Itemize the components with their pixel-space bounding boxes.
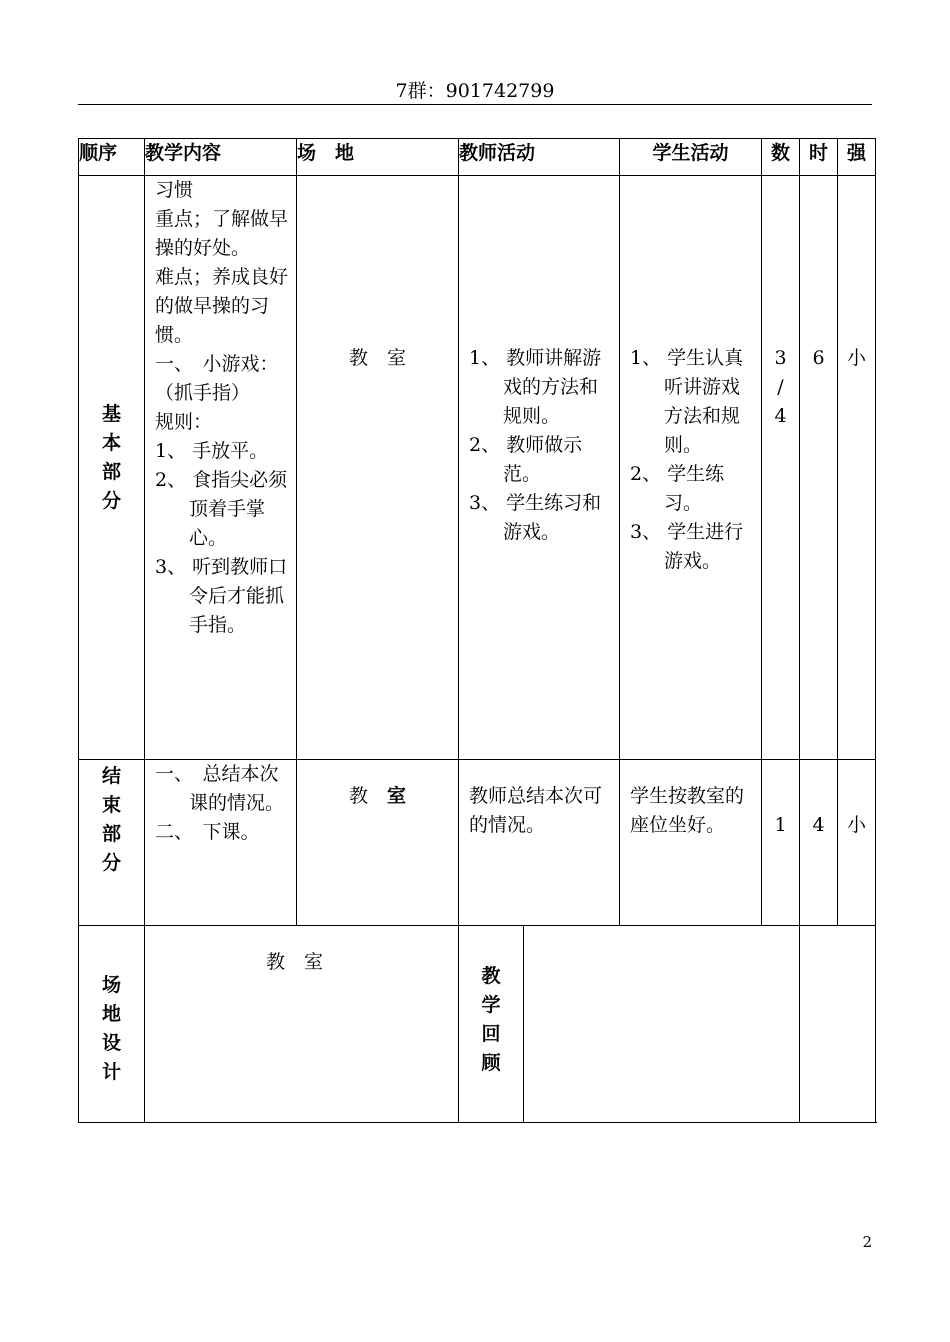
ending-teacher-cell: 教师总结本次可的情况。 — [459, 760, 620, 926]
lesson-plan-table — [78, 138, 876, 1123]
ending-venue-cell: 教 室 — [297, 760, 459, 926]
col-header-teacher: 教师活动 — [459, 139, 620, 176]
header-rule — [78, 104, 872, 105]
ending-intensity-cell: 小 — [838, 760, 876, 926]
col-header-student: 学生活动 — [620, 139, 762, 176]
venue-design-cell: 教 室 — [145, 926, 459, 1123]
basic-count-cell: 3 / 4 — [762, 176, 800, 760]
col-header-time: 时 — [800, 139, 838, 176]
basic-time-cell: 6 — [800, 176, 838, 760]
ending-section-label: 结 束 部 分 — [79, 760, 145, 926]
basic-content-cell: 习惯 重点；了解做早操的好处。 难点；养成良好的做早操的习惯。 一、 小游戏： （抓手指） 规则： 1、 手放平。 2、 食指尖必须顶着手掌心。 3、 听到教师口令后才能抓手指。 — [145, 176, 297, 760]
col-header-content: 教学内容 — [145, 139, 297, 176]
ending-content-cell: 一、 总结本次课的情况。 二、 下课。 — [145, 760, 297, 926]
venue-design-label: 场 地 设 计 — [79, 926, 145, 1123]
basic-section-label: 基 本 部 分 — [79, 176, 145, 760]
design-row — [79, 926, 876, 1123]
col-header-count: 数 — [762, 139, 800, 176]
header-row — [79, 139, 876, 176]
col-header-venue: 场 地 — [297, 139, 459, 176]
ending-time-cell: 4 — [800, 760, 838, 926]
review-blank-cell — [800, 926, 876, 1123]
ending-section-row — [79, 760, 876, 926]
col-header-intensity: 强 — [838, 139, 876, 176]
page-number: 2 — [862, 1233, 872, 1251]
basic-teacher-cell: 1、 教师讲解游戏的方法和规则。 2、 教师做示范。 3、 学生练习和游戏。 — [459, 176, 620, 760]
ending-count-cell: 1 — [762, 760, 800, 926]
ending-student-cell: 学生按教室的座位坐好。 — [620, 760, 762, 926]
basic-section-row — [79, 176, 876, 760]
col-header-order: 顺序 — [79, 139, 145, 176]
review-cell — [459, 926, 800, 1123]
page-header: 7群：901742799 — [395, 80, 555, 102]
review-label: 教 学 回 顾 — [459, 926, 524, 1122]
basic-venue-cell: 教 室 — [297, 176, 459, 760]
review-content — [524, 926, 799, 1122]
basic-student-cell: 1、 学生认真听讲游戏方法和规则。 2、 学生练习。 3、 学生进行游戏。 — [620, 176, 762, 760]
basic-intensity-cell: 小 — [838, 176, 876, 760]
